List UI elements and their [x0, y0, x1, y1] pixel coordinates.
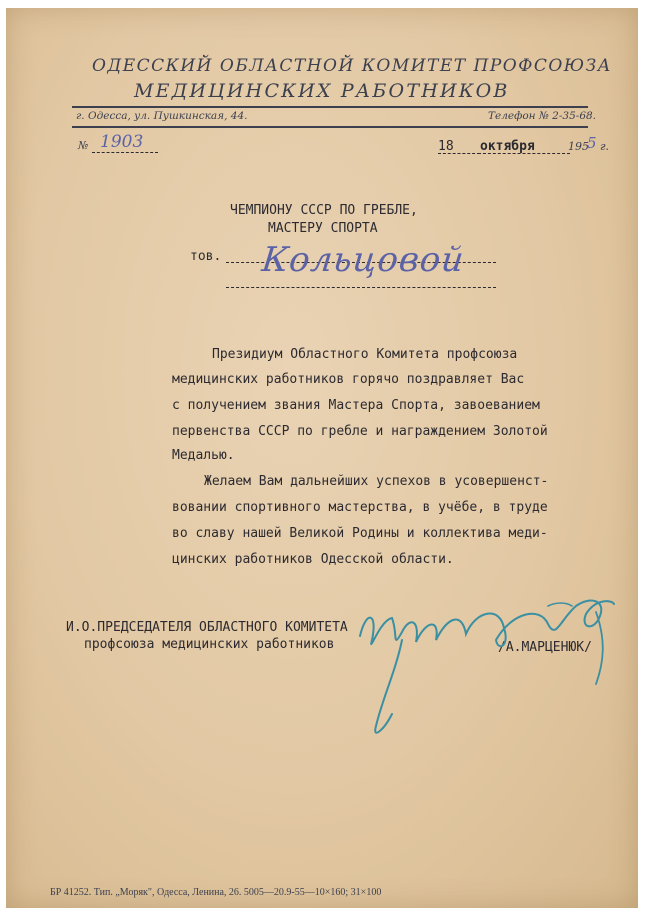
signatory-name: /А.МАРЦЕНЮК/ [498, 640, 592, 655]
footer-print-info: БР 41252. Тип. „Моряк", Одесса, Ленина, 26. 5005—20.9-55—10×160; 31×100 [50, 887, 382, 898]
date-suffix: г. [600, 140, 610, 153]
letterhead-org-line1: ОДЕССКИЙ ОБЛАСТНОЙ КОМИТЕТ ПРОФСОЮЗА [92, 56, 613, 76]
body-p1-line: Президиум Областного Комитета профсоюза [212, 347, 518, 362]
signature-title-line2: профсоюза медицинских работников [84, 637, 335, 652]
document-number-prefix: № [78, 139, 89, 152]
document-number-value: 1903 [100, 132, 144, 152]
body-p2-line: Желаем Вам дальнейших успехов в усовершенст- [204, 474, 549, 489]
addressee-line1: ЧЕМПИОНУ СССР ПО ГРЕБЛЕ, [230, 203, 418, 218]
body-p1-line: с получением звания Мастера Спорта, завоеванием [172, 398, 540, 413]
letterhead-phone: Телефон № 2-35-68. [488, 110, 597, 122]
addressee-salutation: тов. [190, 249, 222, 264]
date-year-prefix: 195 [568, 140, 589, 153]
addressee-line2: МАСТЕРУ СПОРТА [268, 221, 378, 236]
signature-title-line1: И.О.ПРЕДСЕДАТЕЛЯ ОБЛАСТНОГО КОМИТЕТА [66, 620, 348, 635]
addressee-name-handwritten: Кольцовой [259, 240, 467, 280]
body-p2-line: во славу нашей Великой Родины и коллектива меди- [172, 526, 548, 541]
date-month: октября [480, 139, 535, 154]
body-p1-line: первенства СССР по гребле и награждением Золотой [172, 424, 548, 439]
body-p1-line: медицинских работников горячо поздравляет Вас [172, 372, 525, 387]
letterhead-org-line2: МЕДИЦИНСКИХ РАБОТНИКОВ [134, 80, 510, 102]
letterhead-address: г. Одесса, ул. Пушкинская, 44. [76, 110, 248, 122]
body-p2-line: вовании спортивного мастерства, в учёбе, в труде [172, 500, 548, 515]
body-p2-line: цинских работников Одесской области. [172, 552, 454, 567]
date-year-digit: 5 [587, 134, 597, 152]
date-day: 18 [438, 139, 454, 154]
body-p1-line: Медалью. [172, 448, 235, 463]
